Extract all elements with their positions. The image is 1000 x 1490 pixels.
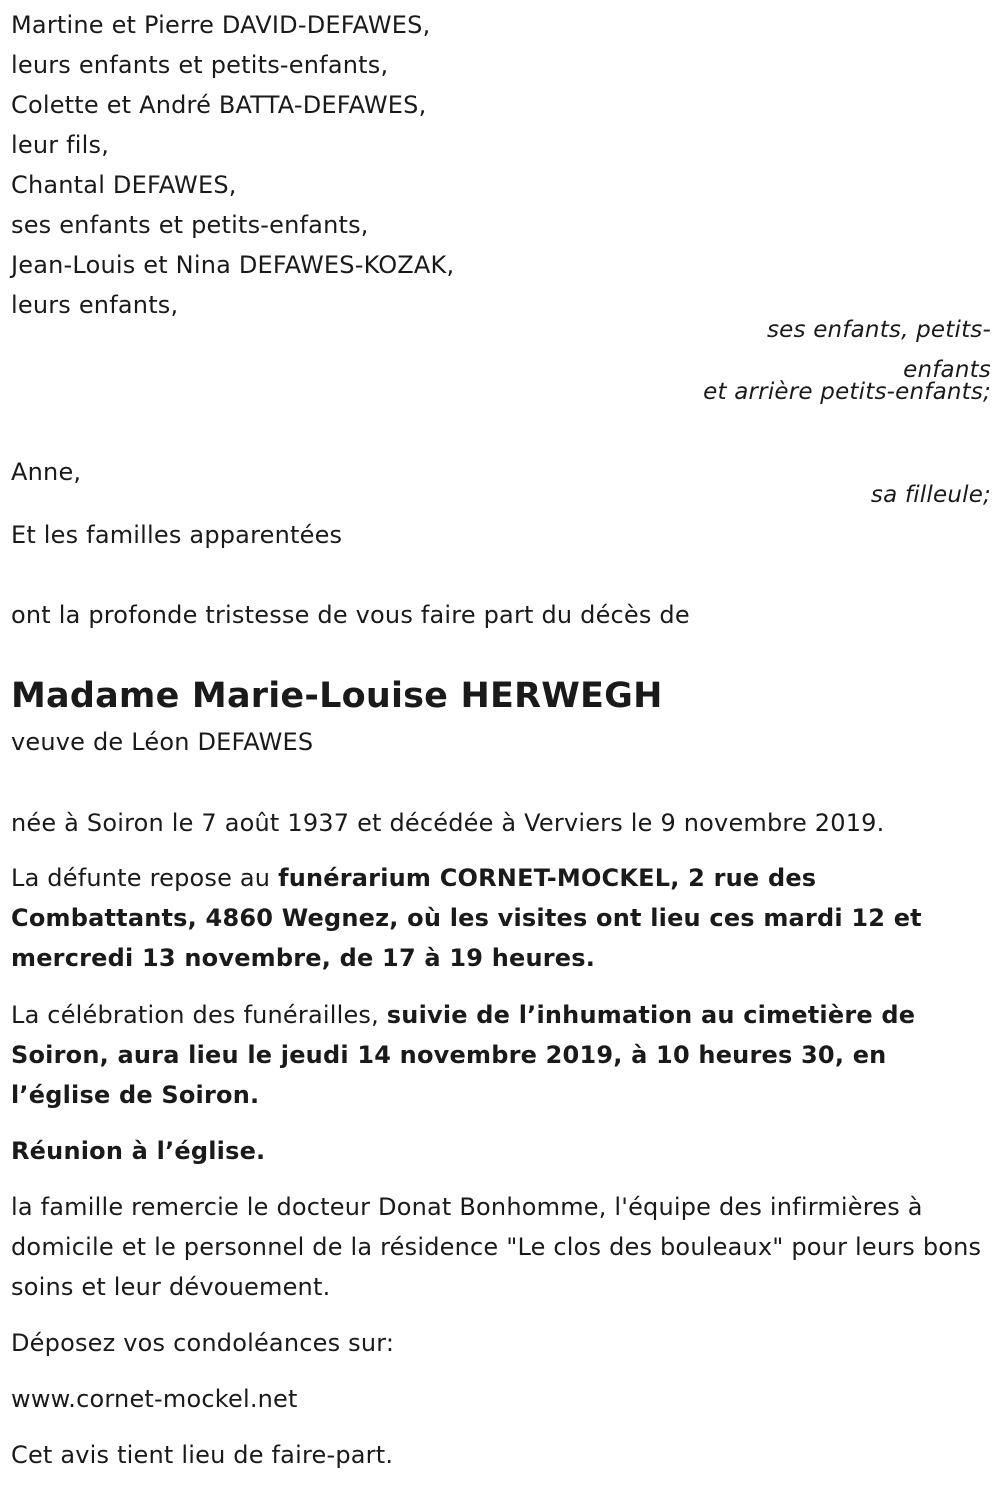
announcement-intro: ont la profonde tristesse de vous faire part du décès de [11, 601, 690, 629]
condolences-website-link[interactable]: www.cornet-mockel.net [11, 1385, 298, 1413]
family-line-6: ses enfants et petits-enfants, [11, 211, 369, 239]
family-line-8: leurs enfants, [11, 291, 179, 319]
meeting-text: Réunion à l’église. [11, 1137, 266, 1165]
family-related: Et les familles apparentées [11, 521, 343, 549]
family-line-1: Martine et Pierre DAVID-DEFAWES, [11, 11, 431, 39]
repose-details: funérarium CORNET-MOCKEL, 2 rue des Combattants, 4860 Wegnez, où les visites ont lieu ces mardi 12 et mercredi 13 novembre, de 17 à 19 heures. [11, 864, 922, 972]
condolences-label: Déposez vos condoléances sur: [11, 1329, 395, 1357]
note-goddaughter: sa filleule; [870, 482, 991, 508]
family-line-2: leurs enfants et petits-enfants, [11, 51, 389, 79]
deceased-name: Madame Marie-Louise HERWEGH [11, 676, 663, 716]
note-great-grandchildren: et arrière petits-enfants; [703, 379, 991, 405]
repose-prefix: La défunte repose au [11, 864, 279, 892]
family-line-4: leur fils, [11, 131, 110, 159]
closing-note: Cet avis tient lieu de faire-part. [11, 1441, 394, 1469]
repose-paragraph [11, 858, 991, 978]
thanks-paragraph: la famille remercie le docteur Donat Bonhomme, l'équipe des infirmières à domicile et le personnel de la résidence "Le clos des bouleaux" pour leurs bons soins et leur dévouement. [11, 1193, 982, 1301]
meeting-note [11, 1131, 991, 1171]
celebration-details: suivie de l’inhumation au cimetière de Soiron, aura lieu le jeudi 14 novembre 2019, à 10 heures 30, en l’église de Soiron. [11, 1001, 916, 1109]
note-children: ses enfants, petits-enfants [766, 317, 991, 383]
obituary-notice [11, 0, 991, 1490]
celebration-paragraph [11, 995, 991, 1115]
family-anne: Anne, [11, 458, 82, 486]
celebration-prefix: La célébration des funérailles, [11, 1001, 387, 1029]
family-line-5: Chantal DEFAWES, [11, 171, 237, 199]
family-line-3: Colette et André BATTA-DEFAWES, [11, 91, 427, 119]
family-line-7: Jean-Louis et Nina DEFAWES-KOZAK, [11, 251, 455, 279]
birth-death-dates: née à Soiron le 7 août 1937 et décédée à Verviers le 9 novembre 2019. [11, 809, 885, 837]
widow-of: veuve de Léon DEFAWES [11, 728, 314, 756]
